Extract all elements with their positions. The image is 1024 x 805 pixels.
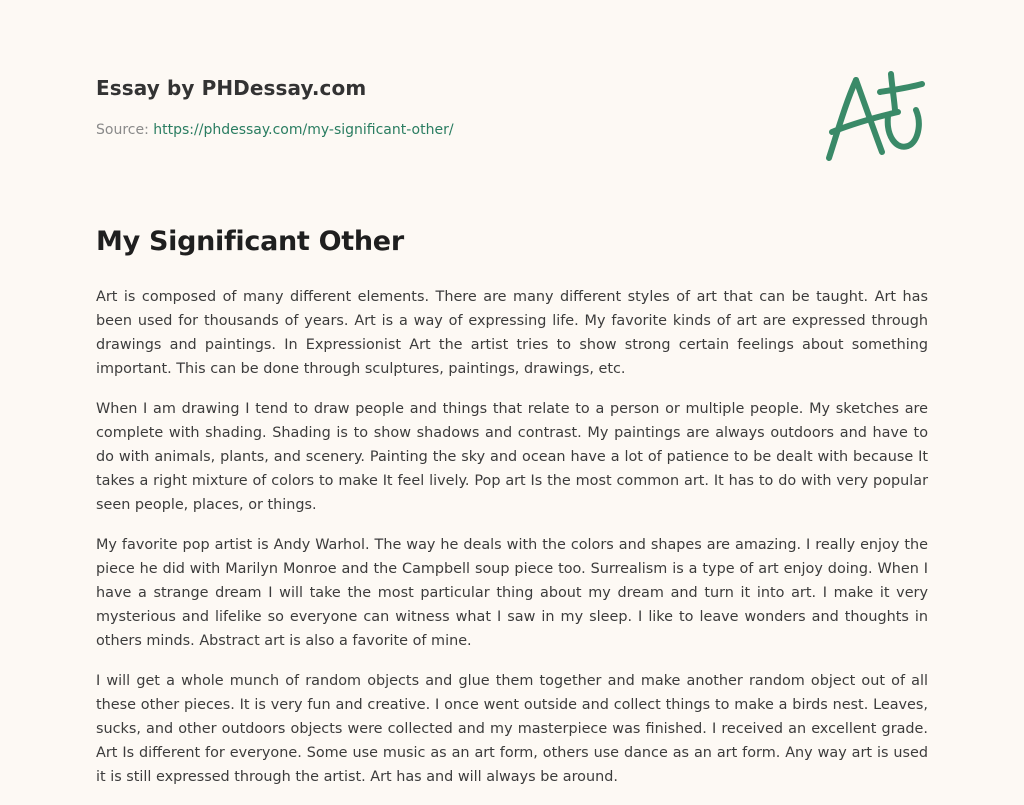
essay-paragraph: When I am drawing I tend to draw people and things that relate to a person or multiple people. My sketches are complete with shading. Shading is to show shadows and contrast. My paintings are always outdoors and have to do with animals, plants, and scenery. Painting the sky and ocean have a lot of patience to be dealt with because It takes a right mixture of colors to make It feel lively. Pop art Is the most common art. It has to do with very popular seen people, places, or things.	[96, 401, 928, 513]
site-title: Essay by PHDessay.com	[96, 76, 367, 100]
essay-body	[96, 285, 928, 805]
source-link[interactable]: https://phdessay.com/my-significant-other/	[153, 122, 454, 138]
source-line	[96, 122, 796, 138]
source-label: Source:	[96, 122, 154, 138]
essay-paragraph: My favorite pop artist is Andy Warhol. The way he deals with the colors and shapes are amazing. I really enjoy the piece he did with Marilyn Monroe and the Campbell soup piece too. Surrealism is a type of art enjoy doing. When I have a strange dream I will take the most particular thing about my dream and turn it into art. I make it very mysterious and lifelike so everyone can witness what I saw in my sleep. I like to leave wonders and thoughts in others minds. Abstract art is also a favorite of mine.	[96, 537, 928, 649]
a-plus-grade-icon	[818, 66, 930, 166]
essay-paragraph: Art is composed of many different elements. There are many different styles of art that can be taught. Art has been used for thousands of years. Art is a way of expressing life. My favorite kinds of art are expressed through drawings and paintings. In Expressionist Art the artist tries to show strong certain feelings about something important. This can be done through sculptures, paintings, drawings, etc.	[96, 289, 928, 377]
page-header	[96, 76, 796, 138]
essay-title: My Significant Other	[96, 226, 404, 257]
essay-paragraph: I will get a whole munch of random objects and glue them together and make another random object out of all these other pieces. It is very fun and creative. I once went outside and collect things to make a birds nest. Leaves, sucks, and other outdoors objects were collected and my masterpiece was finished. I received an excellent grade. Art Is different for everyone. Some use music as an art form, others use dance as an art form. Any way art is used it is still expressed through the artist. Art has and will always be around.	[96, 673, 928, 785]
